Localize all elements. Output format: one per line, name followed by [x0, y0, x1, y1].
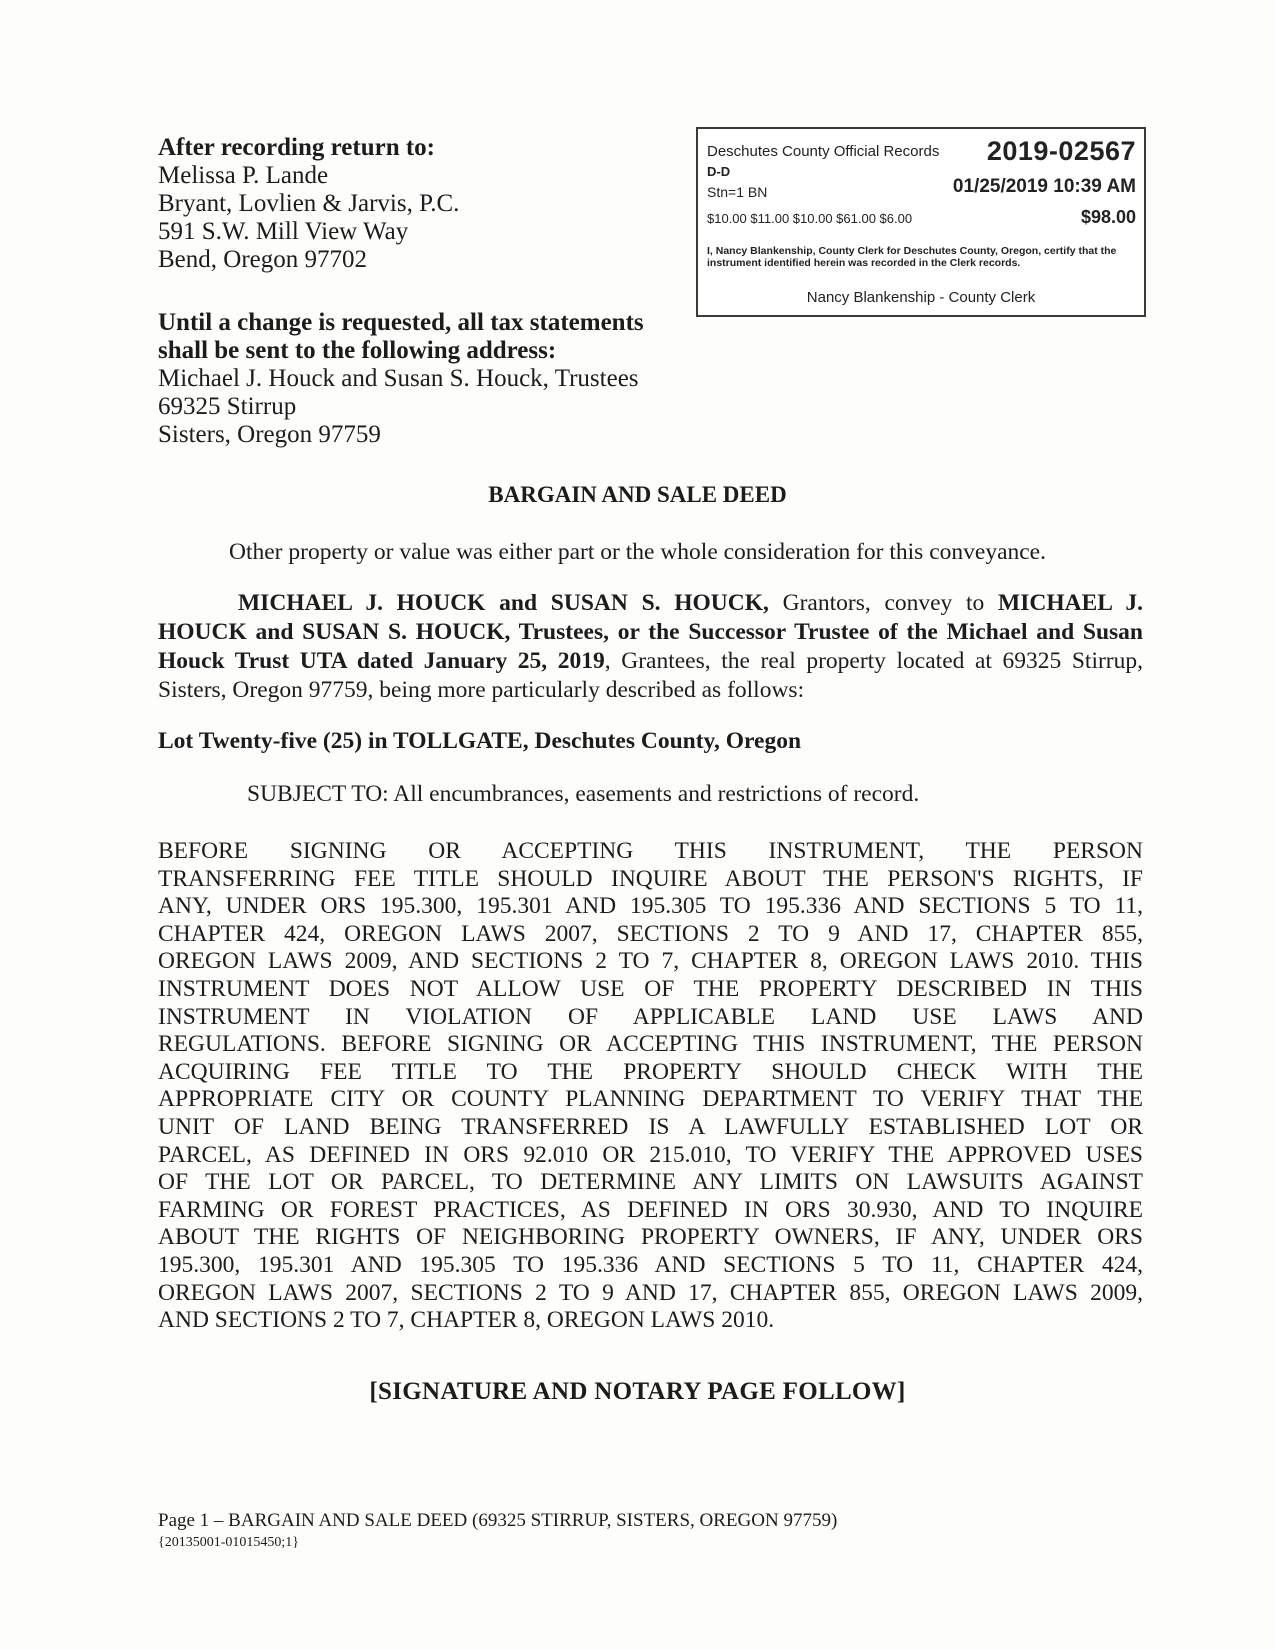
statutory-warning: [158, 838, 1143, 1335]
subject-to: SUBJECT TO: All encumbrances, easements and restrictions of record.: [247, 781, 920, 807]
tax-heading-line: shall be sent to the following address:: [158, 337, 557, 364]
return-to-block: [158, 134, 459, 274]
document-title: BARGAIN AND SALE DEED: [488, 482, 787, 507]
warning-line: AND SECTIONS 2 TO 7, CHAPTER 8, OREGON LAWS 2010.: [158, 1307, 775, 1334]
signature-follow-notice: [SIGNATURE AND NOTARY PAGE FOLLOW]: [369, 1378, 906, 1405]
warning-line: ACQUIRING FEE TITLE TO THE PROPERTY SHOULD CHECK WITH THE: [158, 1058, 1143, 1085]
warning-line: INSTRUMENT DOES NOT ALLOW USE OF THE PROPERTY DESCRIBED IN THIS: [158, 975, 1143, 1002]
station: Stn=1 BN: [707, 184, 768, 200]
warning-line: OF THE LOT OR PARCEL, TO DETERMINE ANY LIMITS ON LAWSUITS AGAINST: [158, 1169, 1143, 1196]
recording-total: $98.00: [1080, 207, 1136, 227]
warning-line: OREGON LAWS 2007, SECTIONS 2 TO 9 AND 17, CHAPTER 855, OREGON LAWS 2009,: [158, 1279, 1143, 1306]
warning-line: INSTRUMENT IN VIOLATION OF APPLICABLE LAND USE LAWS AND: [158, 1003, 1143, 1030]
tax-address-line: Michael J. Houck and Susan S. Houck, Trustees: [158, 365, 639, 392]
return-to-line: Bryant, Lovlien & Jarvis, P.C.: [158, 190, 460, 217]
document-type: D-D: [707, 164, 731, 179]
legal-description: Lot Twenty-five (25) in TOLLGATE, Deschutes County, Oregon: [158, 728, 802, 754]
grant-text: , Grantees, the real property located at 69325 Stirrup, Sisters, Oregon 97759, being more particularly described as follows:: [158, 648, 1143, 703]
warning-line: ABOUT THE RIGHTS OF NEIGHBORING PROPERTY OWNERS, IF ANY, UNDER ORS: [158, 1224, 1143, 1251]
tax-address-line: Sisters, Oregon 97759: [158, 421, 381, 448]
tax-address-line: 69325 Stirrup: [158, 393, 297, 420]
grantors: MICHAEL J. HOUCK and SUSAN S. HOUCK,: [238, 590, 769, 616]
grantees: MICHAEL J. HOUCK and SUSAN S. HOUCK, Trustees, or the Successor Trustee of the Michael and Susan Houck Trust UTA dated January 25, 2019: [158, 590, 1143, 674]
warning-line: OREGON LAWS 2009, AND SECTIONS 2 TO 7, CHAPTER 8, OREGON LAWS 2010. THIS: [158, 948, 1143, 975]
recording-fees: $10.00 $11.00 $10.00 $61.00 $6.00: [707, 211, 913, 226]
recording-datetime: 01/25/2019 10:39 AM: [952, 176, 1136, 197]
consideration-statement: Other property or value was either part or the whole consideration for this conveyance.: [229, 539, 1046, 565]
return-to-line: 591 S.W. Mill View Way: [158, 218, 409, 245]
warning-line: CHAPTER 424, OREGON LAWS 2007, SECTIONS 2 TO 9 AND 17, CHAPTER 855,: [158, 920, 1143, 947]
tax-heading-line: Until a change is requested, all tax statements: [158, 309, 644, 336]
return-to-heading: After recording return to:: [158, 134, 436, 161]
warning-line: UNIT OF LAND BEING TRANSFERRED IS A LAWFULLY ESTABLISHED LOT OR: [158, 1113, 1143, 1140]
return-to-line: Melissa P. Lande: [158, 162, 329, 189]
warning-line: 195.300, 195.301 AND 195.305 TO 195.336 AND SECTIONS 5 TO 11, CHAPTER 424,: [158, 1251, 1143, 1278]
document-number: 2019-02567: [986, 136, 1136, 166]
recording-stamp: [696, 127, 1146, 317]
recording-office: Deschutes County Official Records: [707, 143, 940, 160]
warning-line: PARCEL, AS DEFINED IN ORS 92.010 OR 215.010, TO VERIFY THE APPROVED USES: [158, 1141, 1143, 1168]
return-to-line: Bend, Oregon 97702: [158, 246, 367, 273]
warning-line: TRANSFERRING FEE TITLE SHOULD INQUIRE ABOUT THE PERSON'S RIGHTS, IF: [158, 865, 1143, 892]
grant-text: Grantors, convey to: [768, 590, 999, 616]
document-id: {20135001-01015450;1}: [158, 1535, 299, 1550]
page-footer: Page 1 – BARGAIN AND SALE DEED (69325 STIRRUP, SISTERS, OREGON 97759): [158, 1510, 838, 1531]
warning-line: FARMING OR FOREST PRACTICES, AS DEFINED IN ORS 30.930, AND TO INQUIRE: [158, 1196, 1143, 1223]
warning-line: ANY, UNDER ORS 195.300, 195.301 AND 195.305 TO 195.336 AND SECTIONS 5 TO 11,: [158, 893, 1143, 920]
tax-statements-block: [158, 309, 678, 449]
warning-line: APPROPRIATE CITY OR COUNTY PLANNING DEPARTMENT TO VERIFY THAT THE: [158, 1086, 1143, 1113]
county-clerk: Nancy Blankenship - County Clerk: [806, 289, 1036, 306]
warning-line: REGULATIONS. BEFORE SIGNING OR ACCEPTING THIS INSTRUMENT, THE PERSON: [158, 1031, 1143, 1058]
granting-paragraph: [158, 589, 1143, 705]
clerk-certification: I, Nancy Blankenship, County Clerk for Deschutes County, Oregon, certify that the instrument identified herein was recorded in the Clerk records.: [707, 245, 1117, 269]
warning-line: BEFORE SIGNING OR ACCEPTING THIS INSTRUMENT, THE PERSON: [158, 838, 1143, 864]
